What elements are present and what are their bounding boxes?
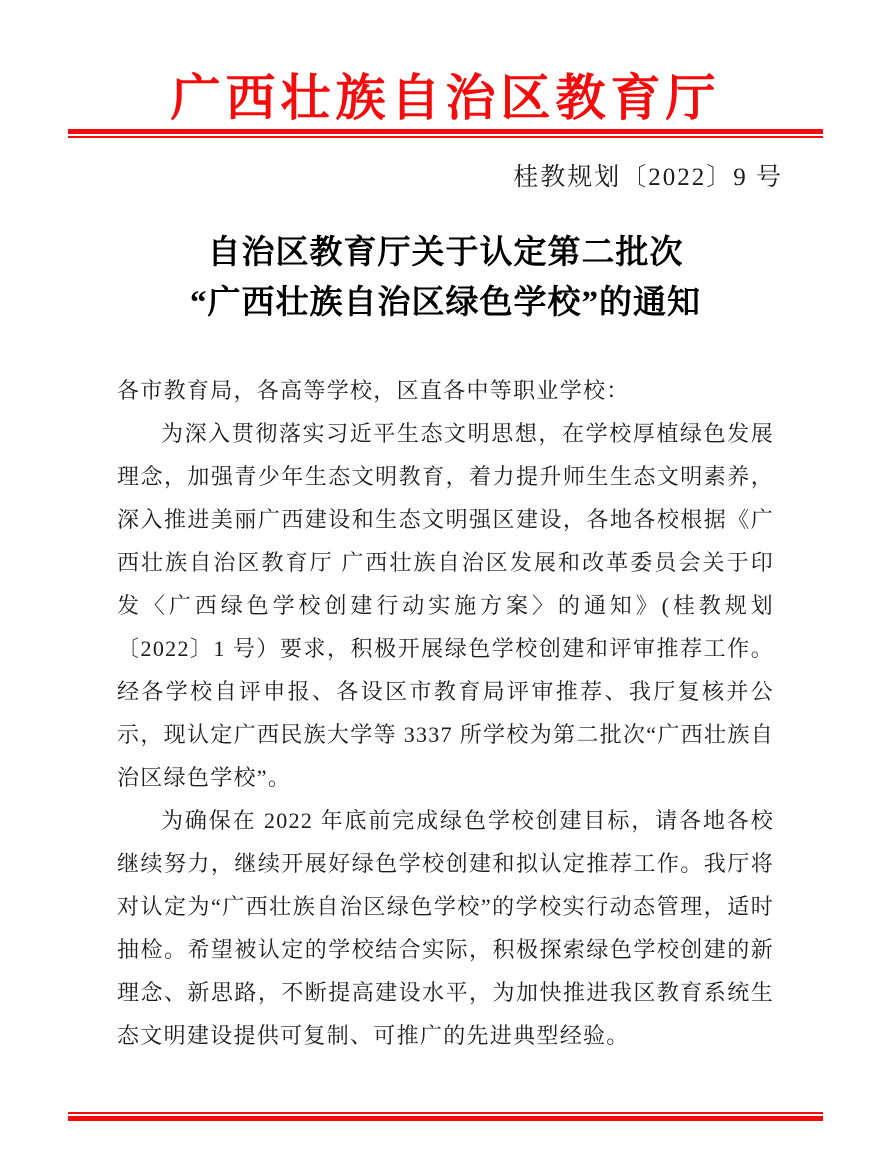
body-paragraph: 为深入贯彻落实习近平生态文明思想，在学校厚植绿色发展理念，加强青少年生态文明教育，着力提升师生生态文明素养，深入推进美丽广西建设和生态文明强区建设，各地各校根据《广西壮族自治区教育厅 广西壮族自治区发展和改革委员会关于印发〈广西绿色学校创建行动实施方案〉的通知》(桂教规划〔2022〕1 号）要求，积极开展绿色学校创建和评审推荐工作。经各学校自评申报、各设区市教育局评审推荐、我厅复核并公示，现认定广西民族大学等 3337 所学校为第二批次“广西壮族自治区绿色学校”。: [117, 421, 774, 790]
rule-thick: [68, 1116, 823, 1121]
document-number: 桂教规划〔2022〕9 号: [513, 164, 783, 191]
body-paragraphs: [117, 412, 774, 1057]
masthead-double-rule: [68, 129, 823, 138]
body-paragraph: 为确保在 2022 年底前完成绿色学校创建目标，请各地各校继续努力，继续开展好绿色学校创建和拟认定推荐工作。我厅将对认定为“广西壮族自治区绿色学校”的学校实行动态管理，适时抽检。希望被认定的学校结合实际，积极探索绿色学校创建的新理念、新思路，不断提高建设水平，为加快推进我区教育系统生态文明建设提供可复制、可推广的先进典型经验。: [117, 808, 774, 1048]
agency-masthead: 广西壮族自治区教育厅: [170, 70, 721, 126]
salutation-line: 各市教育局，各高等学校，区直各中等职业学校：: [117, 378, 630, 403]
document-body: [117, 369, 774, 1057]
footer-double-rule: [68, 1112, 823, 1121]
document-title-line2: “广西壮族自治区绿色学校”的通知: [190, 285, 701, 321]
document-title: [0, 228, 891, 328]
document-title-line1: 自治区教育厅关于认定第二批次: [207, 235, 684, 271]
rule-thin: [68, 136, 823, 138]
